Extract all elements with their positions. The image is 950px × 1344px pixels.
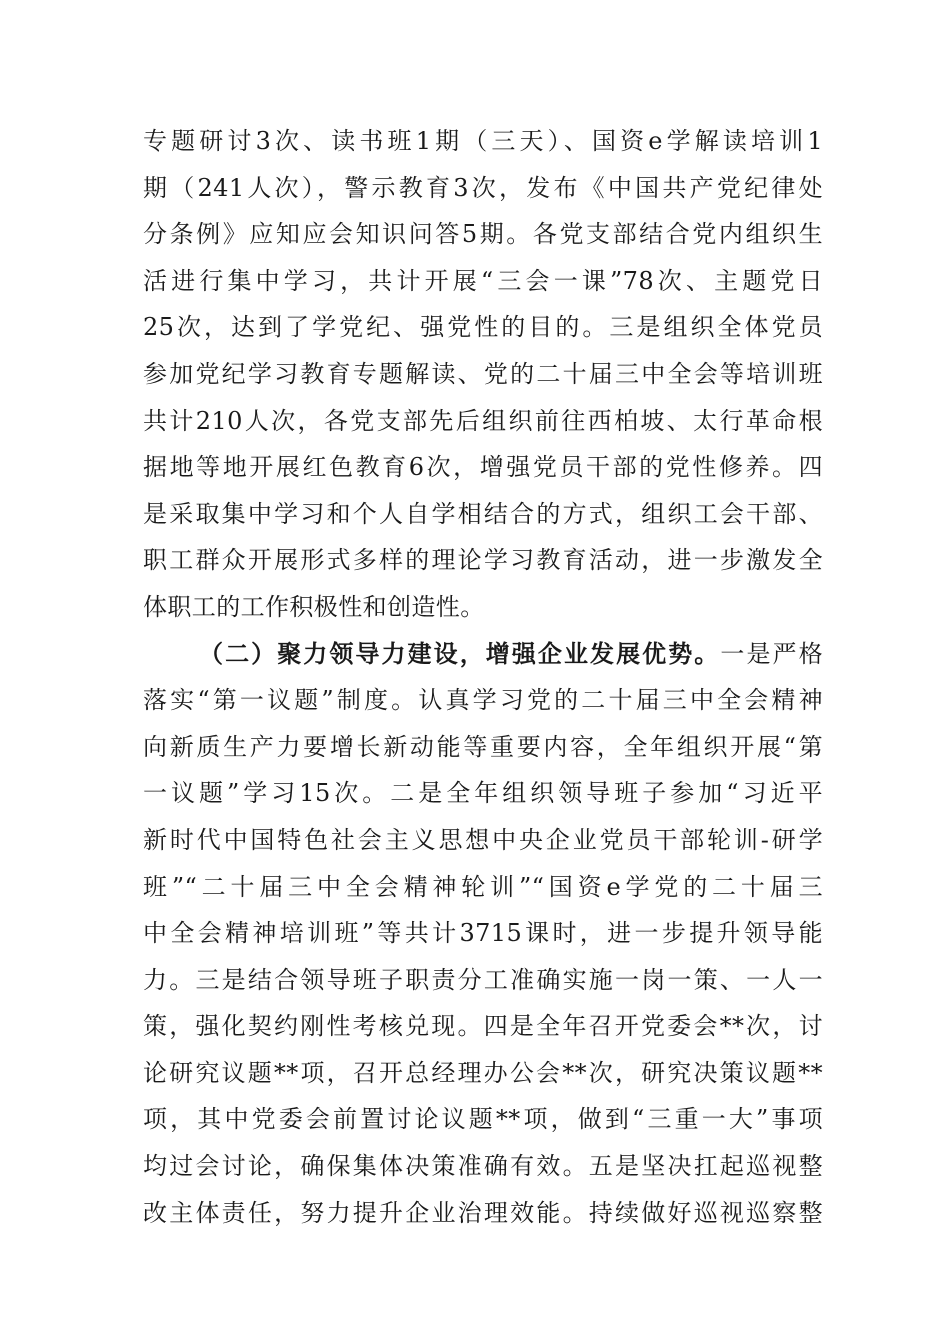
text-line: 共计210人次，各党支部先后组织前往西柏坡、太行革命根 [143, 406, 823, 435]
text-line: 中全会精神培训班”等共计3715课时，进一步提升领导能 [143, 919, 823, 948]
text-line: 向新质生产力要增长新动能等重要内容，全年组织开展“第 [143, 732, 823, 761]
text-line: 策，强化契约刚性考核兑现。四是全年召开党委会**次，讨 [143, 1012, 823, 1041]
text-line: 职工群众开展形式多样的理论学习教育活动，进一步激发全 [143, 546, 823, 575]
text-line: 新时代中国特色社会主义思想中央企业党员干部轮训-研学 [143, 825, 823, 854]
text-line: 活进行集中学习，共计开展“三会一课”78次、主题党日 [143, 266, 823, 295]
document-body [143, 118, 823, 1236]
section-heading: （二）聚力领导力建设，增强企业发展优势。 [199, 638, 721, 668]
text-line: 一议题”学习15次。二是全年组织领导班子参加“习近平 [143, 779, 823, 808]
text-line: 参加党纪学习教育专题解读、党的二十届三中全会等培训班 [143, 359, 823, 388]
text-line: 改主体责任，努力提升企业治理效能。持续做好巡视巡察整 [143, 1198, 823, 1227]
text-line: 分条例》应知应会知识问答5期。各党支部结合党内组织生 [143, 220, 823, 249]
text-run: 一是严格 [720, 639, 823, 668]
text-line: 体职工的工作积极性和创造性。 [143, 592, 485, 621]
text-line: 专题研讨3次、读书班1期（三天）、国资e学解读培训1 [143, 127, 823, 155]
text-line: 班”“二十届三中全会精神轮训”“国资e学党的二十届三 [143, 872, 823, 901]
text-line: 据地等地开展红色教育6次，增强党员干部的党性修养。四 [143, 453, 823, 482]
text-line: 是采取集中学习和个人自学相结合的方式，组织工会干部、 [143, 499, 823, 528]
paragraph-1 [143, 118, 823, 631]
text-line: 项，其中党委会前置讨论议题**项，做到“三重一大”事项 [143, 1105, 823, 1134]
text-line: 均过会讨论，确保集体决策准确有效。五是坚决扛起巡视整 [143, 1152, 823, 1181]
text-line: 25次，达到了学党纪、强党性的目的。三是组织全体党员 [143, 313, 823, 342]
text-line: 落实“第一议题”制度。认真学习党的二十届三中全会精神 [143, 686, 823, 715]
text-line: 论研究议题**项，召开总经理办公会**次，研究决策议题** [143, 1058, 823, 1087]
text-line: 期（241人次），警示教育3次，发布《中国共产党纪律处 [143, 173, 823, 202]
paragraph-2-first-line [143, 631, 823, 678]
text-line: 力。三是结合领导班子职责分工准确实施一岗一策、一人一 [143, 965, 823, 994]
paragraph-2 [143, 631, 823, 1237]
